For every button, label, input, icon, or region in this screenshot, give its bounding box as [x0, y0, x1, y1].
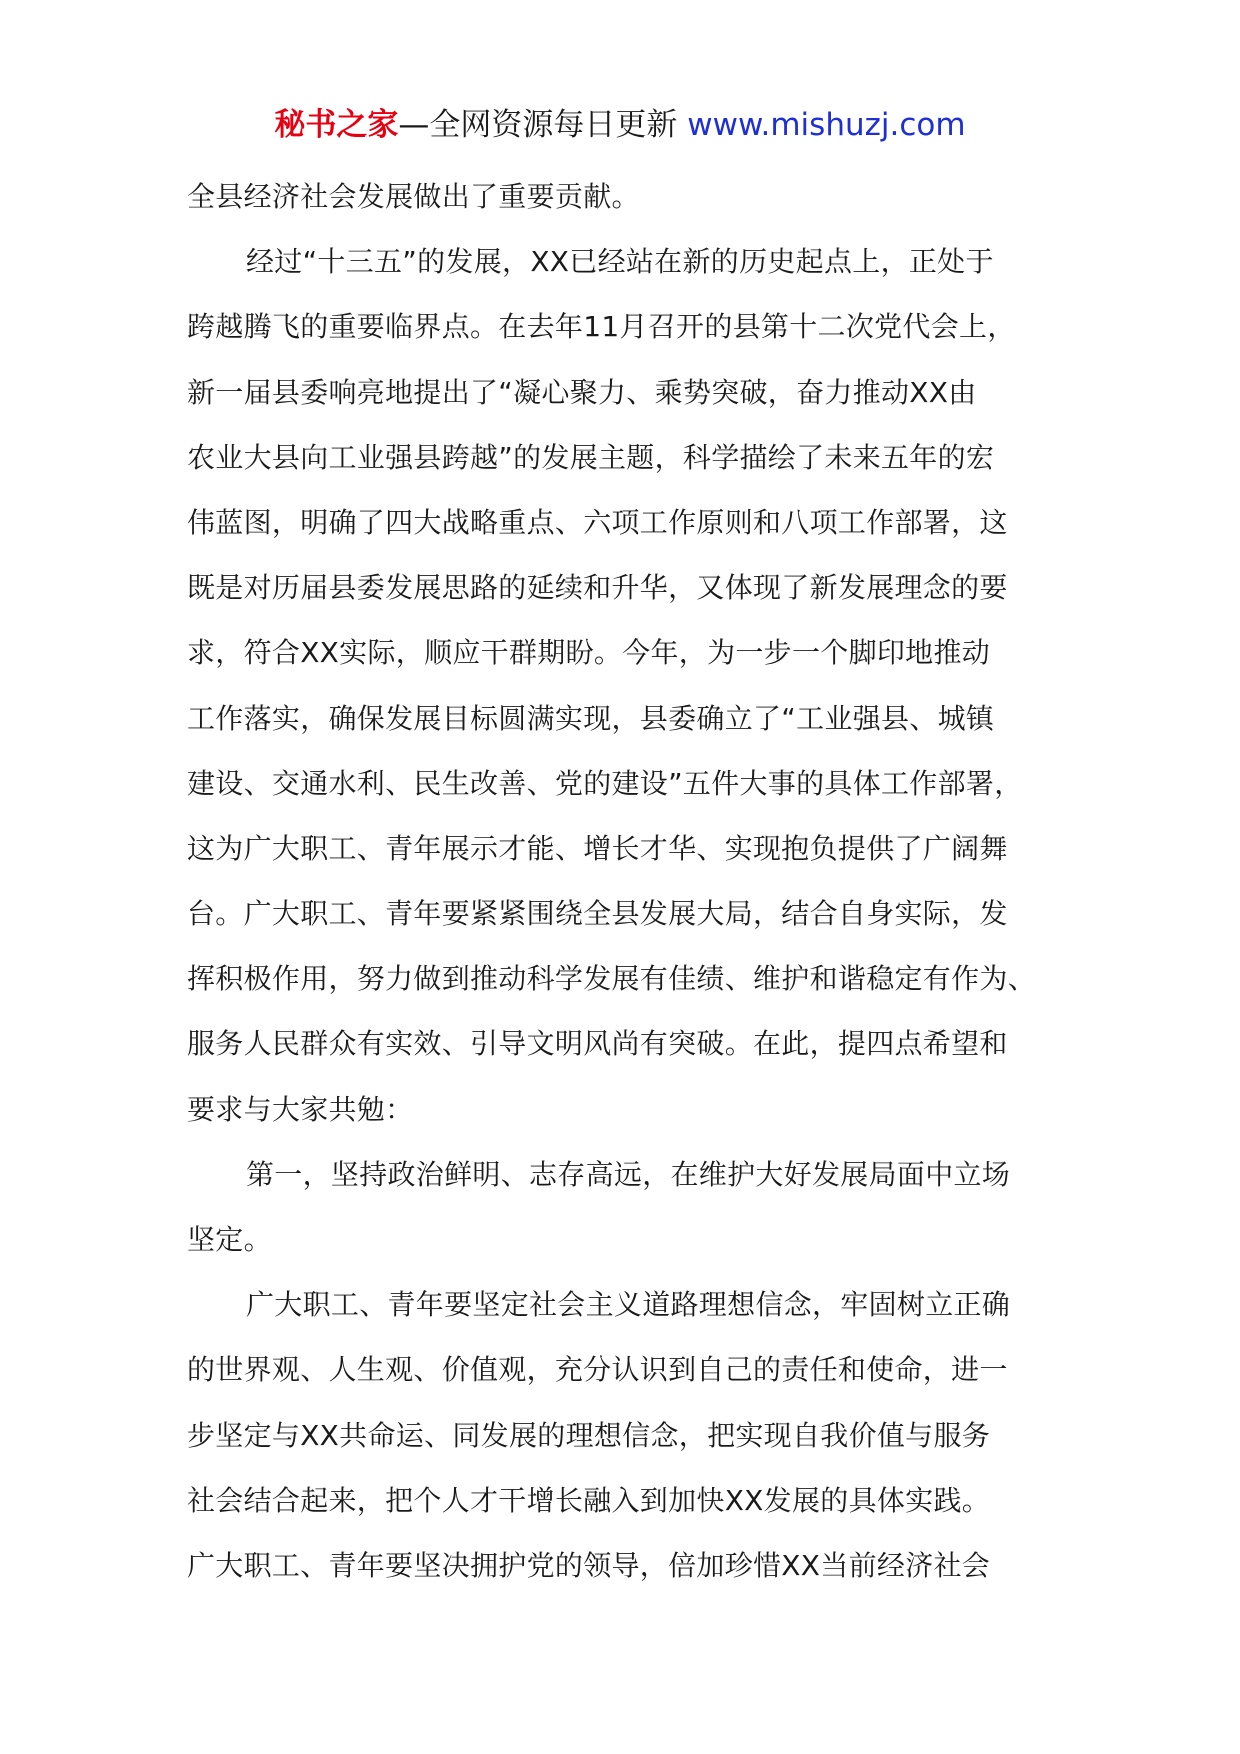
- text-line: 建设、交通水利、民生改善、党的建设”五件大事的具体工作部署，: [187, 766, 1023, 800]
- text-line: 广大职工、青年要坚定社会主义道路理想信念，牢固树立正确: [246, 1288, 1011, 1322]
- text-line: 台。广大职工、青年要紧紧围绕全县发展大局，结合自身实际，发: [187, 897, 1008, 931]
- text-line: 求，符合XX实际，顺应干群期盼。今年，为一步一个脚印地推动: [187, 636, 991, 670]
- text-line: 这为广大职工、青年展示才能、增长才华、实现抱负提供了广阔舞: [187, 831, 1008, 865]
- text-line: 工作落实，确保发展目标圆满实现，县委确立了“工业强县、城镇: [187, 701, 995, 735]
- text-line: 的世界观、人生观、价值观，充分认识到自己的责任和使命，进一: [187, 1353, 1008, 1387]
- site-url-link[interactable]: www.mishuzj.com: [687, 107, 966, 143]
- text-line: 坚定。: [187, 1223, 272, 1256]
- text-line: 农业大县向工业强县跨越”的发展主题，科学描绘了未来五年的宏: [187, 440, 995, 474]
- document-body: [187, 164, 1077, 1598]
- site-tagline: —全网资源每日更新: [398, 107, 688, 143]
- text-line: 伟蓝图，明确了四大战略重点、六项工作原则和八项工作部署，这: [187, 505, 1008, 539]
- page-header: [0, 103, 1240, 147]
- text-line: 第一，坚持政治鲜明、志存高远，在维护大好发展局面中立场: [246, 1157, 1011, 1191]
- text-line: 社会结合起来，把个人才干增长融入到加快XX发展的具体实践。: [187, 1483, 991, 1517]
- text-line: 服务人民群众有实效、引导文明风尚有突破。在此，提四点希望和: [187, 1027, 1008, 1061]
- text-line: 挥积极作用，努力做到推动科学发展有佳绩、维护和谐稳定有作为、: [187, 962, 1037, 996]
- text-line: 广大职工、青年要坚决拥护党的领导，倍加珍惜XX当前经济社会: [187, 1548, 991, 1582]
- text-line: 跨越腾飞的重要临界点。在去年11月召开的县第十二次党代会上，: [187, 310, 1016, 344]
- text-line: 经过“十三五”的发展，XX已经站在新的历史起点上，正处于: [246, 245, 994, 279]
- text-line: 新一届县委响亮地提出了“凝心聚力、乘势突破，奋力推动XX由: [187, 375, 977, 409]
- text-line: 全县经济社会发展做出了重要贡献。: [187, 180, 640, 213]
- text-line: 既是对历届县委发展思路的延续和升华，又体现了新发展理念的要: [187, 571, 1008, 605]
- text-line: 步坚定与XX共命运、同发展的理想信念，把实现自我价值与服务: [187, 1418, 991, 1452]
- text-line: 要求与大家共勉：: [187, 1092, 414, 1126]
- site-brand: 秘书之家: [274, 107, 399, 143]
